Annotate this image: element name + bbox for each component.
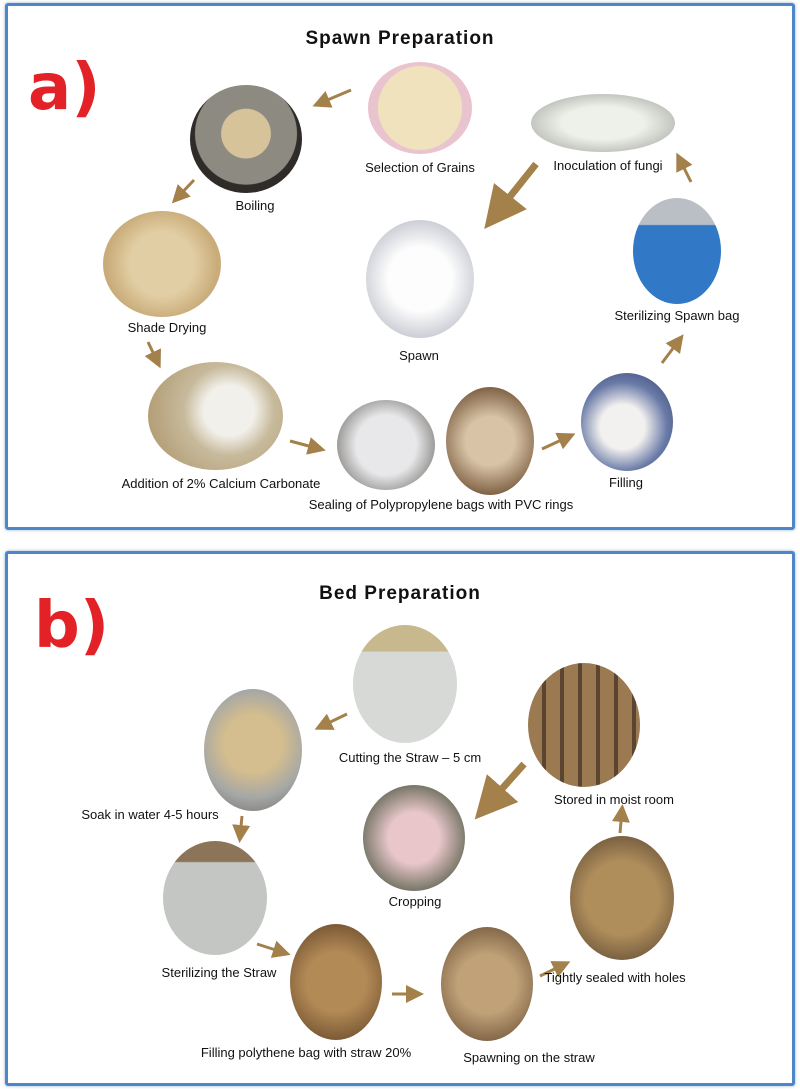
cropping-photo xyxy=(363,785,465,891)
tightly-sealed-photo xyxy=(570,836,674,960)
soak-water-photo xyxy=(204,689,302,811)
bed-preparation-title: Bed Preparation xyxy=(319,583,481,604)
label-sealing-bags: Sealing of Polypropylene bags with PVC rings xyxy=(308,497,574,512)
arrow-sealing-to-filling xyxy=(542,436,570,449)
label-sterilizing-spawn-bag: Sterilizing Spawn bag xyxy=(614,308,740,323)
filling-polythene-photo xyxy=(290,924,382,1040)
arrow-sterilizing-to-filling xyxy=(257,944,285,953)
spawn-photo xyxy=(366,220,474,338)
boiling-pot-photo xyxy=(190,85,302,193)
sterilizing-straw-photo xyxy=(163,841,267,955)
label-spawn: Spawn xyxy=(399,348,439,363)
arrow-soak-to-sterilizing xyxy=(240,816,242,837)
label-soak-in-water: Soak in water 4-5 hours xyxy=(81,807,219,822)
grains-photo xyxy=(368,62,472,154)
pvc-rings-photo xyxy=(446,387,534,495)
label-spawning: Spawning on the straw xyxy=(463,1050,595,1065)
spawn-preparation-title: Spawn Preparation xyxy=(305,28,495,49)
label-cropping: Cropping xyxy=(388,894,442,909)
label-cutting-straw: Cutting the Straw – 5 cm xyxy=(338,750,482,765)
label-selection-of-grains: Selection of Grains xyxy=(365,160,475,175)
calcium-carbonate-photo xyxy=(148,362,283,470)
polypropylene-bag-photo xyxy=(337,400,435,490)
label-stored-moist-room: Stored in moist room xyxy=(554,792,674,807)
arrow-drying-to-calcium xyxy=(148,342,158,363)
label-filling-polythene: Filling polythene bag with straw 20% xyxy=(200,1045,412,1060)
spawning-photo xyxy=(441,927,533,1041)
spawn-preparation-panel xyxy=(5,3,795,530)
shade-drying-photo xyxy=(103,211,221,317)
panel-letter-b: b) xyxy=(34,589,110,663)
inoculation-photo xyxy=(531,94,675,152)
arrow-inoculation-to-spawn xyxy=(493,164,536,218)
stored-moist-room-photo xyxy=(528,663,640,787)
label-inoculation: Inoculation of fungi xyxy=(553,158,663,173)
label-boiling: Boiling xyxy=(235,198,275,213)
cutting-straw-photo xyxy=(353,625,457,743)
label-sterilizing-straw: Sterilizing the Straw xyxy=(161,965,277,980)
arrow-calcium-to-sealing xyxy=(290,441,320,449)
panel-letter-a: a) xyxy=(28,51,101,125)
label-tightly-sealed: Tightly sealed with holes xyxy=(544,970,686,985)
label-filling: Filling xyxy=(609,475,643,490)
arrow-sterilizing-to-inoculation xyxy=(679,158,691,182)
arrow-stored-to-cropping xyxy=(484,764,524,809)
filling-photo xyxy=(581,373,673,471)
arrow-grains-to-boiling xyxy=(318,90,351,104)
label-calcium-carbonate: Addition of 2% Calcium Carbonate xyxy=(121,476,321,491)
arrow-boiling-to-drying xyxy=(176,180,194,199)
arrow-cutting-to-soak xyxy=(320,714,347,727)
arrow-filling-to-sterilizing xyxy=(662,339,680,363)
label-shade-drying: Shade Drying xyxy=(127,320,207,335)
arrow-sealed-to-stored xyxy=(620,810,622,833)
sterilizer-autoclave-photo xyxy=(633,198,721,304)
bed-preparation-panel xyxy=(5,551,795,1086)
